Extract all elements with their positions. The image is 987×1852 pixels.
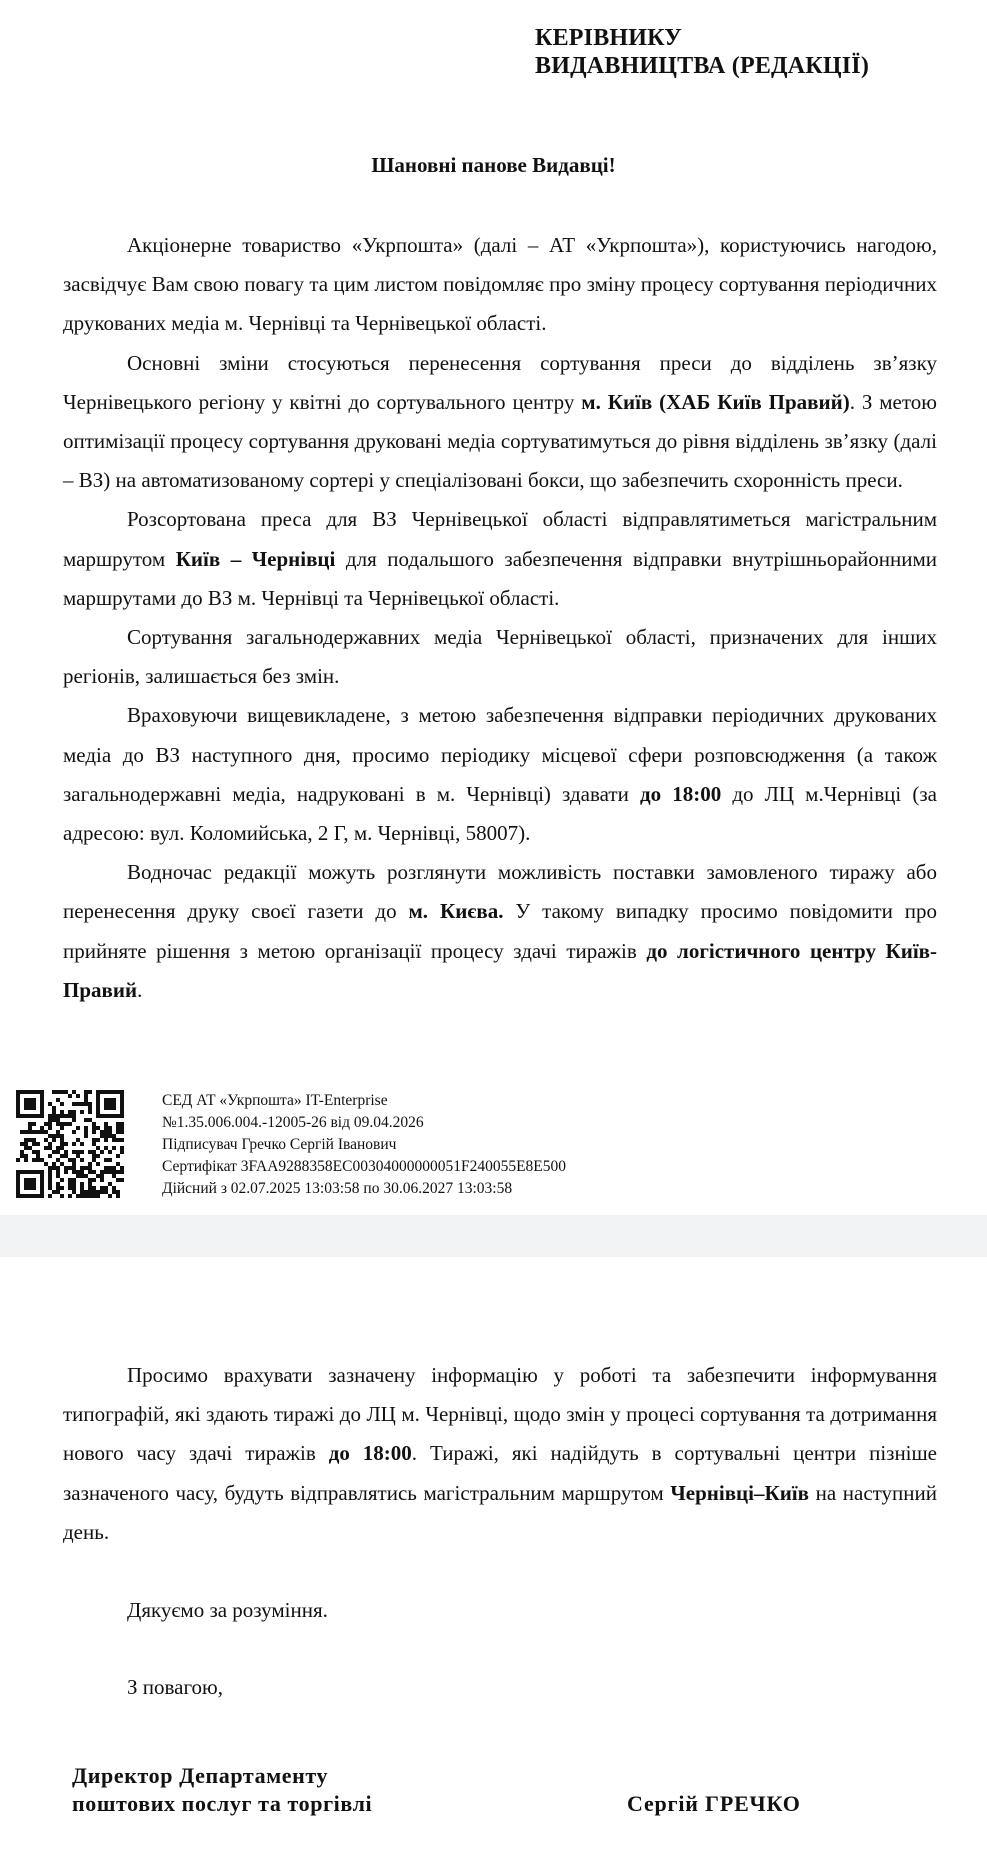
closing-regards: З повагою, xyxy=(127,1675,223,1699)
addressee xyxy=(535,24,869,80)
signature-signer: Підписувач Гречко Сергій Іванович xyxy=(162,1136,397,1153)
paragraph-7 xyxy=(63,1356,937,1552)
signer-name: Сергій ГРЕЧКО xyxy=(627,1791,801,1816)
qr-code-icon xyxy=(16,1090,124,1198)
paragraph-6-city: м. Києва. xyxy=(408,899,504,924)
paragraph-3-route: Київ – Чернівці xyxy=(175,546,336,571)
signer-position-line-2: поштових послуг та торгівлі xyxy=(72,1791,373,1816)
paragraph-7-deadline: до 18:00 xyxy=(328,1441,412,1466)
signature-validity: Дійсний з 02.07.2025 13:03:58 по 30.06.2027 13:03:58 xyxy=(162,1180,513,1197)
paragraph-5 xyxy=(63,696,937,853)
signature-system: СЕД АТ «Укрпошта» IT-Enterprise xyxy=(162,1092,388,1109)
paragraph-7-text-a: Просимо врахувати зазначену інформацію у роботі та забезпечити інформування типографій, які здають тиражі до ЛЦ м. Чернівці, щодо змін у процесі сортування та дотримання нового часу здачі тиражів xyxy=(63,1363,937,1466)
salutation: Шановні панове Видавці! xyxy=(371,153,616,177)
letter-body-page-2 xyxy=(63,1356,937,1552)
paragraph-5-deadline: до 18:00 xyxy=(639,781,722,806)
paragraph-3-text-c: для подальшого забезпечення відправки внутрішньорайонними маршрутами до ВЗ м. Чернівці та Чернівецької області. xyxy=(63,546,937,610)
signature-doc-number: №1.35.006.004.-12005-26 від 09.04.2026 xyxy=(162,1114,424,1131)
paragraph-6-text-c: У такому випадку просимо повідомити про прийняте рішення з метою організації процесу здачі тиражів xyxy=(63,899,937,963)
paragraph-7-text-e: на наступний день. xyxy=(63,1480,937,1544)
paragraph-7-route: Чернівці–Київ xyxy=(670,1480,809,1505)
letter-body xyxy=(63,226,937,1010)
paragraph-3-text-a: Розсортована преса для ВЗ Чернівецької області відправлятиметься магістральним маршрутом xyxy=(63,507,937,571)
e-signature-block xyxy=(16,1090,666,1198)
signature-certificate: Сертифікат 3FAA9288358EC00304000000051F240055E8E500 xyxy=(162,1158,567,1175)
paragraph-2-text-a: Основні зміни стосуються перенесення сортування преси до відділень зв’язку Чернівецького регіону у квітні до сортувального центру xyxy=(63,350,937,414)
addressee-line-1: КЕРІВНИКУ xyxy=(535,25,683,51)
addressee-line-2: ВИДАВНИЦТВА (РЕДАКЦІЇ) xyxy=(535,53,870,79)
paragraph-5-text-c: до ЛЦ м.Чернівці (за адресою: вул. Коломийська, 2 Г, м. Чернівці, 58007). xyxy=(63,781,937,846)
paragraph-3 xyxy=(63,500,937,618)
signer-position xyxy=(72,1762,372,1818)
paragraph-2 xyxy=(63,344,937,501)
paragraph-4: Сортування загальнодержавних медіа Чернівецької області, призначених для інших регіонів, залишається без змін. xyxy=(63,625,937,689)
paragraph-6 xyxy=(63,853,937,1010)
paragraph-5-text-a: Враховуючи вищевикладене, з метою забезпечення відправки періодичних друкованих медіа до ВЗ наступного дня, просимо періодику місцевої сфери розповсюдження (а також загальнодержавні медіа, надруковані в м. Чернівці) здавати xyxy=(63,703,937,806)
paragraph-7-text-c: . Тиражі, які надійдуть в сортувальні центри пізніше зазначеного часу, будуть відправлятись магістральним маршрутом xyxy=(63,1441,938,1505)
paragraph-6-center: до логістичного центру Київ-Правий xyxy=(63,938,937,1002)
paragraph-2-hub: м. Київ (ХАБ Київ Правий) xyxy=(581,389,850,414)
page-break xyxy=(0,1215,987,1257)
paragraph-2-text-c: . З метою оптимізації процесу сортування друковані медіа сортуватимуться до рівня відділень зв’язку (далі – ВЗ) на автоматизованому сортері у спеціалізовані бокси, що забезпечить схоронність преси. xyxy=(63,389,937,493)
signature-details xyxy=(162,1090,566,1200)
signer-position-line-1: Директор Департаменту xyxy=(72,1763,329,1788)
closing-thanks: Дякуємо за розуміння. xyxy=(127,1598,328,1622)
paragraph-1: Акціонерне товариство «Укрпошта» (далі – АТ «Укрпошта»), користуючись нагодою, засвідчує Вам свою повагу та цим листом повідомляє про зміну процесу сортування періодичних друкованих медіа м. Чернівці та Чернівецької області. xyxy=(63,233,937,336)
paragraph-6-text-e: . xyxy=(137,977,143,1002)
paragraph-6-text-a: Водночас редакції можуть розглянути можливість поставки замовленого тиражу або перенесення друку своєї газети до xyxy=(63,860,937,924)
